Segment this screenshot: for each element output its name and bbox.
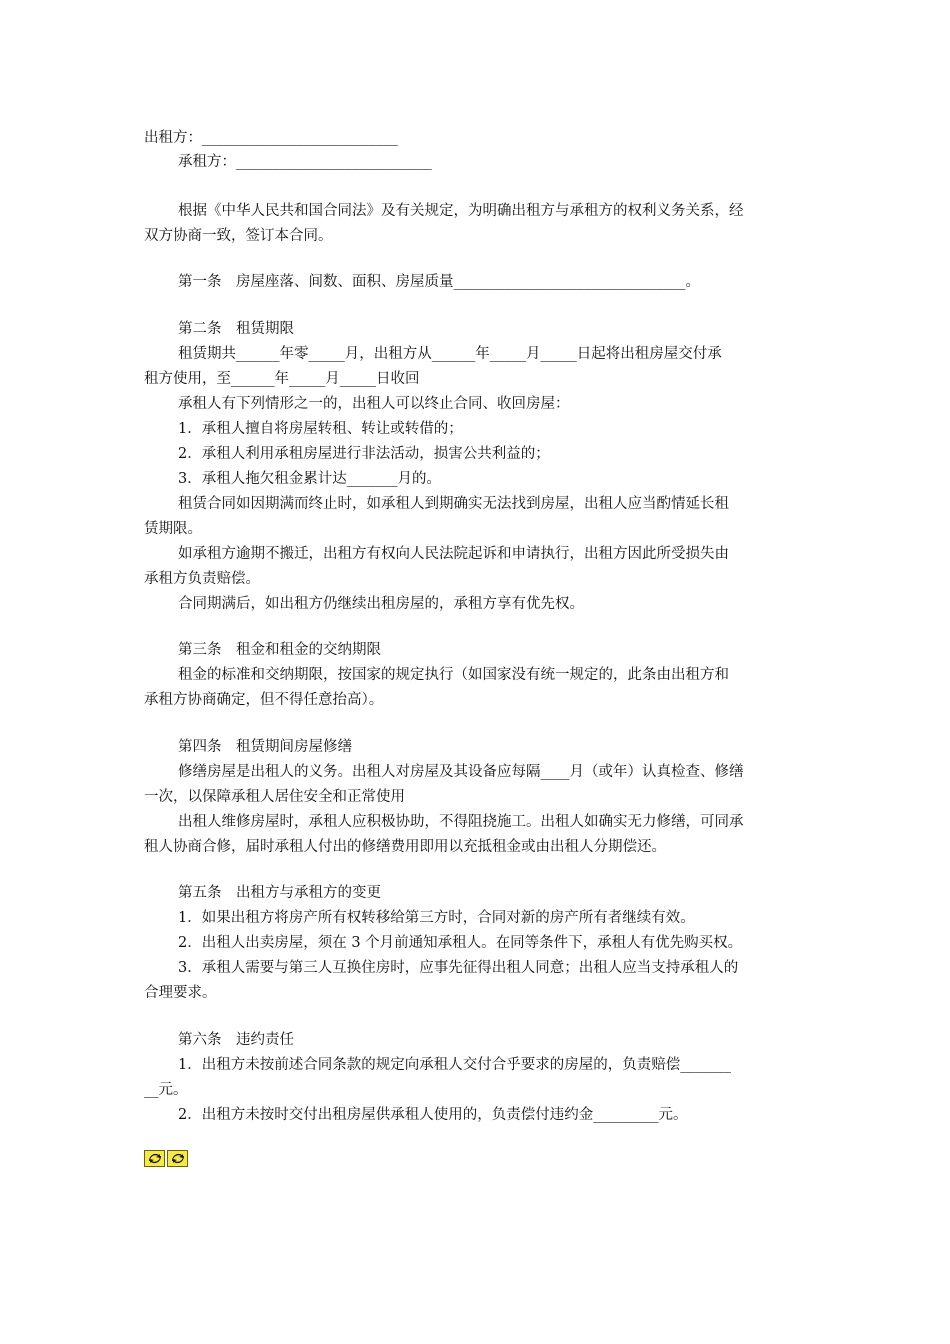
rotate-icon[interactable] — [167, 1150, 188, 1167]
article-2-heading: 第二条 租赁期限 — [178, 321, 294, 337]
paragraph-line: 承租方协商确定，但不得任意抬高）。 — [144, 692, 384, 708]
list-item: 2．承租人利用承租房屋进行非法活动，损害公共利益的； — [178, 446, 550, 462]
list-item: 2．出租方未按时交付出租房屋供承租人使用的，负责偿付违约金_________元。 — [178, 1107, 688, 1123]
list-item: 1．出租方未按前述合同条款的规定向承租人交付合乎要求的房屋的，负责赔偿_______ — [178, 1057, 731, 1073]
article-6-heading: 第六条 违约责任 — [178, 1032, 294, 1048]
list-item: 3．承租人需要与第三人互换住房时，应事先征得出租人同意；出租人应当支持承租人的 — [178, 960, 739, 976]
paragraph-line: 承租人有下列情形之一的，出租人可以终止合同、收回房屋： — [178, 396, 570, 412]
lessor-line: 出租方：___________________________ — [144, 130, 398, 146]
preamble-line: 双方协商一致，签订本合同。 — [144, 228, 333, 244]
paragraph-line: 出租人维修房屋时，承租人应积极协助，不得阻挠施工。出租人如确实无力修缮，可同承 — [178, 814, 744, 830]
list-item: 1．如果出租方将房产所有权转移给第三方时，合同对新的房产所有者继续有效。 — [178, 910, 695, 926]
list-item: 1．承租人擅自将房屋转租、转让或转借的； — [178, 421, 463, 437]
paragraph-line: 承租方负责赔偿。 — [144, 571, 260, 587]
list-item: 2．出租人出卖房屋，须在 3 个月前通知承租人。在同等条件下，承租人有优先购买权。 — [178, 935, 743, 951]
article-5-heading: 第五条 出租方与承租方的变更 — [178, 885, 381, 901]
lessee-line: 承租方：___________________________ — [178, 154, 432, 170]
paragraph-line: 一次，以保障承租人居住安全和正常使用 — [144, 789, 405, 805]
paragraph-line: 租赁期共______年零_____月，出租方从______年_____月_____日起将出租房屋交付承 — [178, 346, 722, 362]
paragraph-line: 租赁合同如因期满而终止时，如承租人到期确实无法找到房屋，出租人应当酌情延长租 — [178, 496, 729, 512]
paragraph-line: 如承租方逾期不搬迁，出租方有权向人民法院起诉和申请执行，出租方因此所受损失由 — [178, 546, 729, 562]
paragraph-line: 合同期满后，如出租方仍继续出租房屋的，承租方享有优先权。 — [178, 596, 584, 612]
article-1-heading: 第一条 房屋座落、间数、面积、房屋质量________________________________。 — [178, 274, 700, 290]
article-3-heading: 第三条 租金和租金的交纳期限 — [178, 642, 381, 658]
list-item: 3．承租人拖欠租金累计达_______月的。 — [178, 471, 441, 487]
paragraph-line: 赁期限。 — [144, 521, 202, 537]
rotate-icon[interactable] — [144, 1150, 165, 1167]
article-4-heading: 第四条 租赁期间房屋修缮 — [178, 739, 352, 755]
paragraph-line: 修缮房屋是出租人的义务。出租人对房屋及其设备应每隔____月（或年）认真检查、修缮 — [178, 764, 744, 780]
paragraph-line: __元。 — [144, 1082, 188, 1098]
preamble-line: 根据《中华人民共和国合同法》及有关规定，为明确出租方与承租方的权利义务关系，经 — [178, 203, 744, 219]
paragraph-line: 租金的标准和交纳期限，按国家的规定执行（如国家没有统一规定的，此条由出租方和 — [178, 667, 729, 683]
paragraph-line: 合理要求。 — [144, 985, 217, 1001]
paragraph-line: 租人协商合修，届时承租人付出的修缮费用即用以充抵租金或由出租人分期偿还。 — [144, 839, 666, 855]
footer-icons — [144, 1150, 188, 1167]
paragraph-line: 租方使用，至______年_____月_____日收回 — [144, 371, 420, 387]
